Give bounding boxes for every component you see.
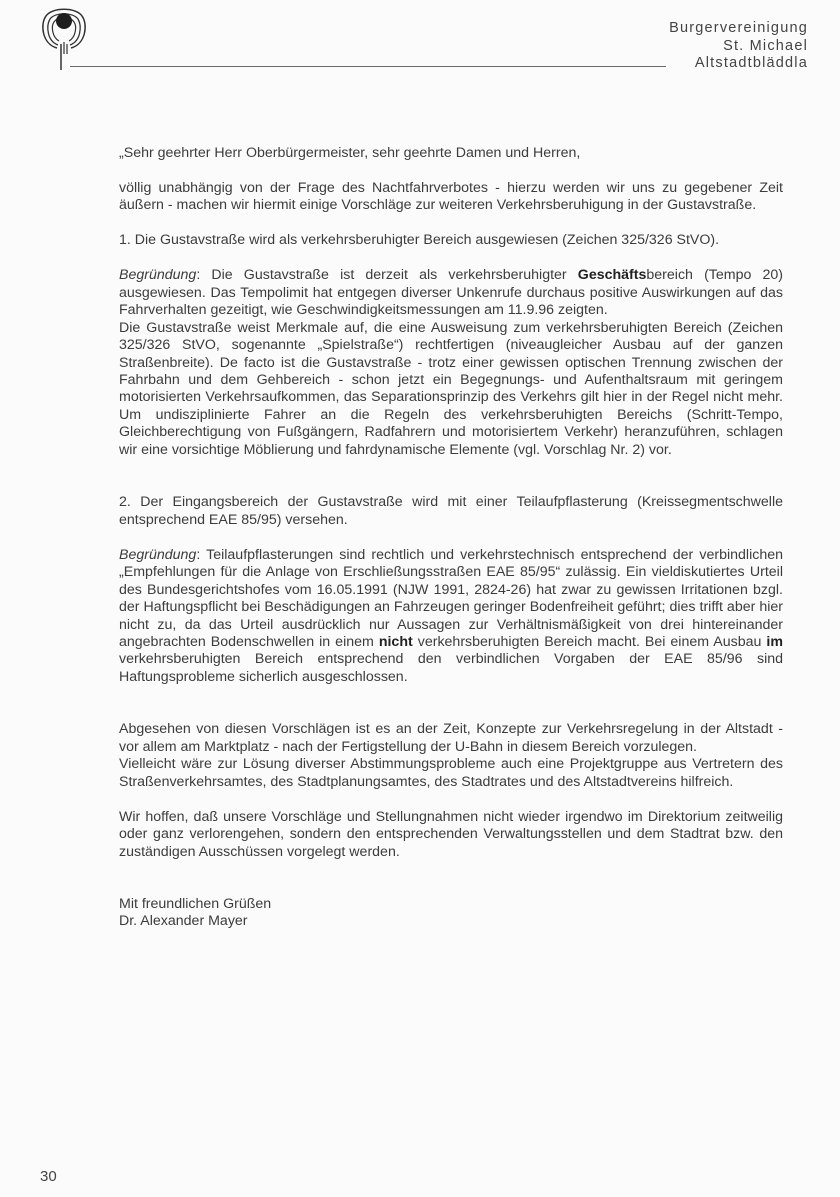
bold-term: nicht xyxy=(378,633,413,650)
intro-paragraph: völlig unabhängig von der Frage des Nachtfahrverbotes - hierzu werden wir uns zu gegebener Zeit äußern - machen wir hiermit einige Vorschläge zur weiteren Verkehrsberuhigung in der Gustavstraße. xyxy=(119,179,783,214)
proposal-2-title: 2. Der Eingangsbereich der Gustavstraße wird mit einer Teilaufpflasterung (Kreissegmentschwelle entsprechend EAE 85/95) versehen. xyxy=(119,494,783,528)
header-divider xyxy=(70,66,666,67)
greeting: Mit freundlichen Grüßen xyxy=(119,896,272,912)
bold-term: Geschäfts xyxy=(577,267,647,284)
proposal-2-reasoning: Begründung: Teilaufpflasterungen sind rechtlich und verkehrstechnisch entsprechend der verbindlichen „Empfehlungen für die Anlage von Erschließungsstraßen EAE 85/95“ zulässig. Ein vieldiskutiertes Urteil des Bundesgerichtshofes vom 16.05.1991 (NJW 1991, 2824-26) hat zwar zu gewissen Irritationen bzgl. der Haftungspflicht bei Beschädigungen an Fahrzeugen geringer Bodenfreiheit geführt; dies trifft aber hier nicht zu, da das Urteil ausdrücklich nur Aussagen zur Verhältnismäßigkeit von drei hintereinander angebrachten Bodenschwellen in einem nicht verkehrsberuhigten Bereich macht. Bei einem Ausbau im verkehrsberuhigten Bereich entsprechend den verbindlichen Vorgaben der EAE 85/96 sind Haftungsprobleme sicherlich ausgeschlossen. xyxy=(119,546,783,685)
closing-paragraph-2: Vielleicht wäre zur Lösung diverser Abstimmungsprobleme auch eine Projektgruppe aus Vertretern des Straßenverkehrsamtes, des Stadtplanungsamtes, des Stadtrates und des Altstadtvereins hilfreich. xyxy=(119,756,783,790)
proposal-1-reasoning: Begründung: Die Gustavstraße ist derzeit als verkehrsberuhigter Geschäftsbereich (Tempo 20) ausgewiesen. Das Tempolimit hat entgegen diverser Unkenrufe durchaus positive Auswirkungen auf das Fahrverhalten gezeitigt, wie Geschwindigkeitsmessungen am 11.9.96 zeigten. xyxy=(119,267,784,319)
publication-header xyxy=(669,20,808,73)
page-number: 30 xyxy=(40,1168,57,1185)
organization-logo-icon xyxy=(38,4,90,70)
reasoning-label: Begründung xyxy=(119,267,197,284)
salutation: „Sehr geehrter Herr Oberbürgermeister, sehr geehrte Damen und Herren, xyxy=(119,145,581,161)
reasoning-label: Begründung xyxy=(119,546,197,563)
signature: Dr. Alexander Mayer xyxy=(119,913,248,930)
proposal-1-title: 1. Die Gustavstraße wird als verkehrsberuhigter Bereich ausgewiesen (Zeichen 325/326 StVO). xyxy=(119,232,720,249)
header-line-organization: Burgervereinigung xyxy=(669,20,808,36)
letter-body xyxy=(119,145,783,931)
proposal-1-reasoning-continued: Die Gustavstraße weist Merkmale auf, die eine Ausweisung zum verkehrsberuhigten Bereich (Zeichen 325/326 StVO, sogenannte „Spielstraße“) rechtfertigen (niveaugleicher Ausbau auf der ganzen Straßenbreite). De facto ist die Gustavstraße - trotz einer gewissen optischen Trennung zwischen der Fahrbahn und dem Gehbereich - schon jetzt ein Begegnungs- und Aufenthaltsraum mit geringem motorisierten Verkehrsaufkommen, das Separationsprinzip des Verkehrs gilt hier in der Regel nicht mehr. Um undisziplinierte Fahrer an die Regeln des verkehrsberuhigten Bereichs (Schritt-Tempo, Gleichberechtigung von Fußgängern, Radfahrern und motorisiertem Verkehr) heranzuführen, schlagen wir eine vorsichtige Möblierung und fahrdynamische Elemente (vgl. Vorschlag Nr. 2) vor. xyxy=(119,319,783,458)
bold-term: im xyxy=(766,633,783,650)
header-line-district: St. Michael xyxy=(723,37,808,54)
closing-paragraph-3: Wir hoffen, daß unsere Vorschläge und Stellungnahmen nicht wieder irgendwo im Direktorium zeitweilig oder ganz verlorengehen, sondern den entsprechenden Verwaltungsstellen und dem Stadtrat bzw. den zuständigen Ausschüssen vorgelegt werden. xyxy=(119,808,783,860)
header-line-publication: Altstadtbläddla xyxy=(694,55,808,71)
closing-paragraph-1: Abgesehen von diesen Vorschlägen ist es an der Zeit, Konzepte zur Verkehrsregelung in der Altstadt - vor allem am Marktplatz - nach der Fertigstellung der U-Bahn in diesem Bereich vorzulegen. xyxy=(119,721,783,755)
